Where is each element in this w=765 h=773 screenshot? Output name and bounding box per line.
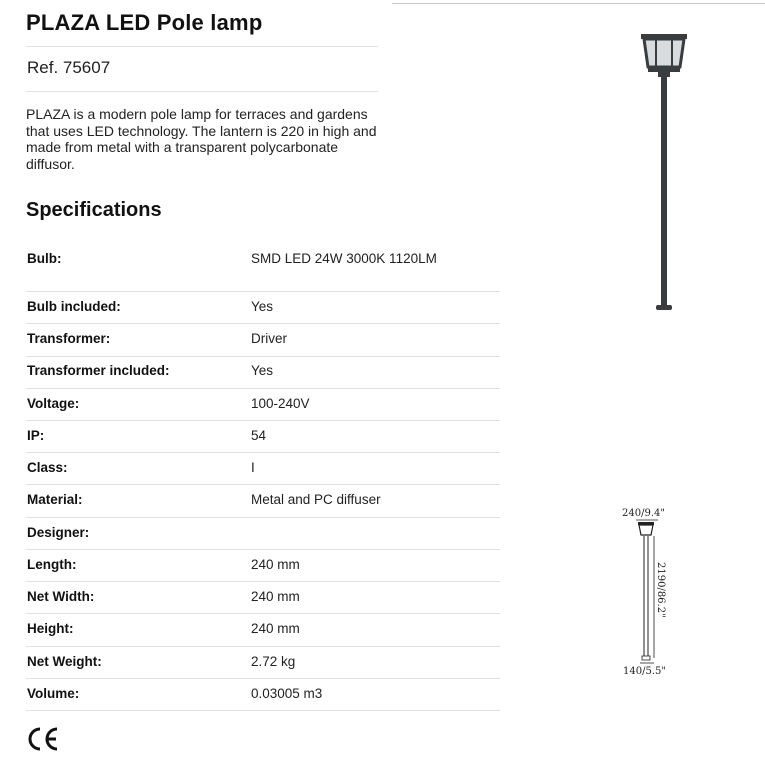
top-width-dimension: 240/9.4" — [622, 508, 665, 519]
height-dimension: 2190/86.2" — [655, 562, 666, 618]
row-divider — [26, 581, 500, 582]
spec-label: Net Weight: — [27, 654, 102, 669]
spec-label: Height: — [27, 621, 74, 636]
spec-label: Material: — [27, 492, 83, 507]
specifications-heading: Specifications — [26, 199, 162, 221]
title-divider — [26, 46, 378, 47]
base-width-dimension: 140/5.5" — [623, 666, 666, 677]
spec-value: 240 mm — [251, 589, 300, 604]
product-photo — [620, 25, 710, 320]
drawing-lantern — [639, 525, 653, 535]
row-divider — [26, 388, 500, 389]
row-divider — [26, 613, 500, 614]
spec-label: Bulb included: — [27, 299, 121, 314]
lamp-base — [656, 305, 672, 310]
ref-divider — [26, 91, 378, 92]
row-divider — [26, 646, 500, 647]
spec-value: 240 mm — [251, 557, 300, 572]
spec-label: Transformer included: — [27, 363, 170, 378]
lamp-pole — [661, 77, 667, 307]
spec-label: Bulb: — [27, 251, 62, 266]
row-divider — [26, 291, 500, 292]
spec-label: Voltage: — [27, 396, 80, 411]
spec-label: Designer: — [27, 525, 90, 540]
row-divider — [26, 323, 500, 324]
row-divider — [26, 517, 500, 518]
spec-label: Net Width: — [27, 589, 95, 604]
spec-value: 240 mm — [251, 621, 300, 636]
row-divider — [26, 420, 500, 421]
spec-label: Length: — [27, 557, 77, 572]
dimension-drawing — [600, 500, 710, 685]
row-divider — [26, 710, 500, 711]
spec-value: 2.72 kg — [251, 654, 296, 669]
row-divider — [26, 549, 500, 550]
spec-value: I — [251, 460, 255, 475]
spec-label: Transformer: — [27, 331, 111, 346]
spec-value: SMD LED 24W 3000K 1120LM — [251, 251, 437, 266]
spec-value: Metal and PC diffuser — [251, 492, 381, 507]
product-description: PLAZA is a modern pole lamp for terraces and gardens that uses LED technology. The lantern is 220 in high and made from metal with a transparent polycarbonate diffusor. — [26, 106, 377, 172]
spec-label: Class: — [27, 460, 68, 475]
spec-value: Yes — [251, 363, 274, 378]
lamp-lantern — [641, 34, 687, 77]
spec-label: Volume: — [27, 686, 80, 701]
spec-value: Yes — [251, 299, 274, 314]
drawing-base — [642, 656, 650, 660]
spec-value: Driver — [251, 331, 287, 346]
spec-value: 0.03005 m3 — [251, 686, 323, 701]
row-divider — [26, 678, 500, 679]
page-title: PLAZA LED Pole lamp — [26, 10, 263, 35]
row-divider — [26, 484, 500, 485]
spec-value: 54 — [251, 428, 267, 443]
spec-label: IP: — [27, 428, 45, 443]
ce-mark-icon — [25, 725, 61, 753]
spec-value: 100-240V — [251, 396, 310, 411]
row-divider — [26, 356, 500, 357]
row-divider — [26, 452, 500, 453]
product-reference: Ref. 75607 — [27, 58, 111, 77]
top-divider — [392, 3, 765, 4]
